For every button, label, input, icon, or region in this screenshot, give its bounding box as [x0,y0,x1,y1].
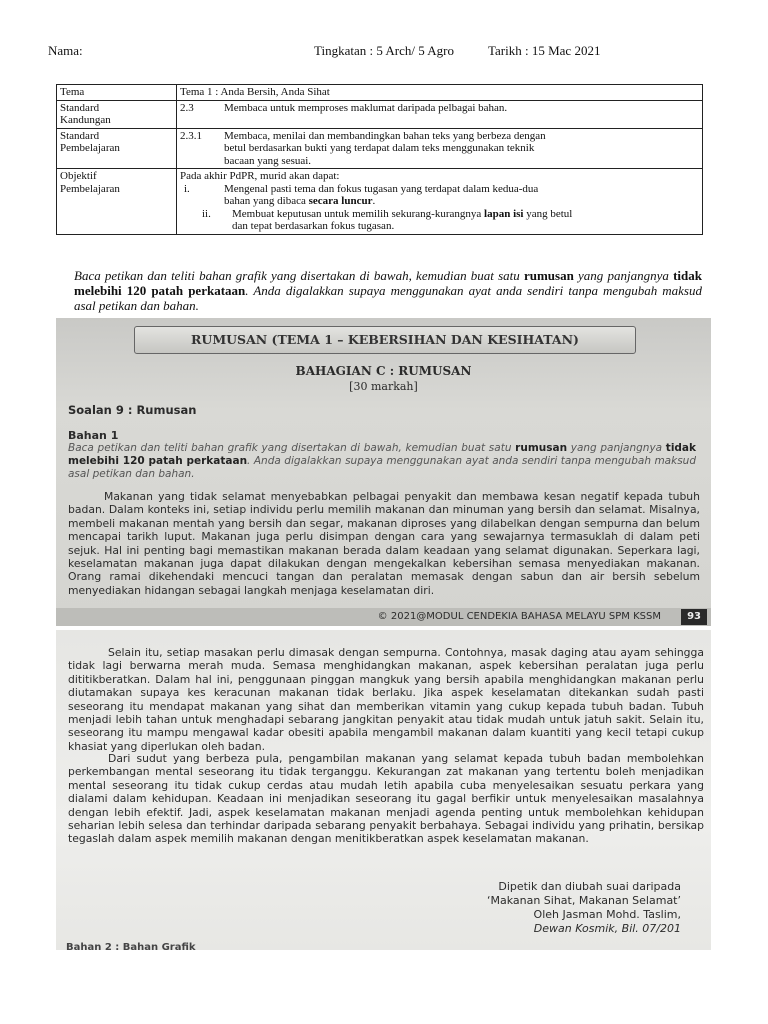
passage-paragraph: Makanan yang tidak selamat menyebabkan pelbagai penyakit dan membawa kesan negatif kepada tubuh badan. Dalam konteks ini, setiap individu perlu memilih makanan dan minuman yang bersih dan selamat. Misalnya, membeli makanan mentah yang bersih dan segar, makanan diproses yang dilabelkan dengan sempurna dan belum mencapai tarikh luput. Makanan juga perlu disimpan dengan cara yang sewajarnya termasuklah di dalam peti sejuk. Hal ini penting bagi memastikan makanan berada dalam keadaan yang selamat digunakan. Seperkara lagi, keselamatan makanan juga dapat dilakukan dengan mengekalkan kebersihan semasa menyediakan makanan. Orang ramai dikehendaki mencuci tangan dan peralatan memasak dengan sabun dan air bersih sebelum menyediakan hidangan sebagai langkah menjaga keselamatan diri. [68,490,700,597]
obj-bold: lapan isi [484,207,524,220]
instruction-bold: rumusan [515,442,568,454]
obj-text: bahan yang dibaca [224,195,309,207]
instruction-text: yang panjangnya [573,268,674,283]
page-number: 93 [681,609,707,625]
objektif-label [57,169,177,235]
source-line: ‘Makanan Sihat, Makanan Selamat’ [486,894,681,907]
standard-pembelajaran-value [177,128,703,169]
obj-i-line-2 [180,195,699,208]
table-row [57,128,703,169]
cut-off-heading: Bahan 2 : Bahan Grafik [66,942,196,950]
standard-kandungan-label [57,100,177,128]
sp-line: Membaca, menilai dan membandingkan bahan teks yang berbeza dengan [224,129,546,142]
instruction-text: . Anda digalakkan supaya menggunakan ayat anda sendiri tanpa mengubah maksud asal petikan dan bahan. [68,455,696,480]
lesson-info-table [56,84,703,235]
instruction-text: Baca petikan dan teliti bahan grafik yang disertakan di bawah, kemudian buat satu [68,442,516,454]
label-line: Kandungan [60,114,111,126]
sp-line: betul berdasarkan bukti yang terdapat dalam teks menggunakan teknik [224,142,535,154]
obj-i-number: i. [184,182,190,195]
footer-text: © 2021@MODUL CENDEKIA BAHASA MELAYU SPM KSSM [377,611,661,622]
source-line: Dewan Kosmik, Bil. 07/201 [533,922,681,935]
table-row [57,100,703,128]
obj-ii-number: ii. [202,207,211,220]
objektif-value [177,169,703,235]
tarikh-label: Tarikh : 15 Mac 2021 [488,43,601,58]
worksheet-header [48,43,728,61]
question-title: Soalan 9 : Rumusan [68,403,197,417]
nama-label: Nama: [48,43,83,58]
obj-text: . [372,195,376,207]
instruction-bold: rumusan [523,268,574,283]
obj-text: Membuat keputusan untuk memilih sekurang-kurangnya [232,207,485,220]
passage-paragraph: Selain itu, setiap masakan perlu dimasak dengan sempurna. Contohnya, masak daging atau ayam sehingga tidak lagi berwarna merah muda. Semasa menghidangkan makanan, aspek kebersihan peralatan juga perlu dititikberatkan. Dalam hal ini, penggunaan pinggan mangkuk yang bersih apabila menghidangkan makanan perlu diutamakan supaya kes keracunan makanan tidak berlaku. Jika aspek keselamatan ditekankan sudah pasti seseorang itu mendapat makanan yang sihat dan memberikan vitamin yang cukup kepada tubuh badan. Tubuh menjadi lebih tahan untuk menghadapi sebarang jangkitan penyakit atau tidak mudah untuk jatuh sakit. Selain itu, seseorang itu mampu mengawal kadar obesiti apabila mengambil makanan dalam kuantiti yang kecil tetapi cukup khasiat yang diperlukan oleh badan. [68,646,704,753]
obj-bold: secara luncur [308,195,373,207]
sk-text: Membaca untuk memproses maklumat daripada pelbagai bahan. [224,101,508,114]
standard-pembelajaran-label [57,128,177,169]
page-footer [56,608,711,626]
section-banner: RUMUSAN (TEMA 1 – KEBERSIHAN DAN KESIHATAN) [134,326,636,354]
passage-paragraph: Dari sudut yang berbeza pula, pengambilan makanan yang selamat kepada tubuh badan membolehkan perkembangan mental seseorang itu tidak terganggu. Kekurangan zat makanan yang tertentu boleh menjadikan mental seseorang itu tidak cukup cerdas atau mudah letih apabila cuba menyelesaikan sesuatu perkara yang dialami dalam kehidupan. Keadaan ini menjadikan seseorang itu gagal berfikir untuk menyelesaikan masalahnya dengan lebih efektif. Jadi, aspek keselamatan makanan menjadi agenda penting untuk membolehkan kehidupan seharian lebih selesa dan terhindar daripada sebarang penyakit berbahaya. Sebagai individu yang prihatin, bersikap tegaslah dalam aspek memilih makanan dengan menitikberatkan aspek keselamatan makanan. [68,752,704,846]
instruction-text: Baca petikan dan teliti bahan grafik yang disertakan di bawah, kemudian buat satu [74,268,524,283]
label-line: Standard [60,101,100,114]
label-line: Objektif [60,170,97,182]
scan-instruction [68,442,696,481]
section-title: BAHAGIAN C : RUMUSAN [295,364,472,378]
sp-line: bacaan yang sesuai. [224,154,312,167]
label-line: Pembelajaran [60,182,120,195]
obj-text: yang betul [523,207,573,220]
label-line: Standard [60,129,100,142]
standard-kandungan-value [177,100,703,128]
tema-label: Tema [57,85,177,101]
bahan-title: Bahan 1 [68,429,119,442]
source-line: Oleh Jasman Mohd. Taslim, [533,908,681,921]
instruction-bold: tidak melebihi 120 patah perkataan [74,268,702,298]
table-row [57,169,703,235]
instruction-text: . Anda digalakkan supaya menggunakan ayat anda sendiri tanpa mengubah maksud asal petikan dan bahan. [74,283,702,313]
sp-code: 2.3.1 [180,129,202,142]
obj-intro: Pada akhir PdPR, murid akan dapat: [180,170,340,182]
instruction-bold: tidak melebihi 120 patah perkataan [68,442,696,467]
obj-i-line: Mengenal pasti tema dan fokus tugasan yang terdapat dalam kedua-dua [224,182,539,195]
table-row [57,85,703,101]
source-line: Dipetik dan diubah suai daripada [498,880,681,893]
task-instruction [74,268,702,313]
label-line: Pembelajaran [60,142,120,154]
scanned-page-93 [56,318,711,626]
instruction-text: yang panjangnya [567,442,666,454]
scanned-page-94 [56,630,711,950]
sk-code: 2.3 [180,101,194,114]
obj-ii-line-2: dan tepat berdasarkan fokus tugasan. [232,220,395,232]
tingkatan-label: Tingkatan : 5 Arch/ 5 Agro [314,43,454,58]
tema-value: Tema 1 : Anda Bersih, Anda Sihat [177,85,703,101]
marks-label: [30 markah] [349,380,418,393]
